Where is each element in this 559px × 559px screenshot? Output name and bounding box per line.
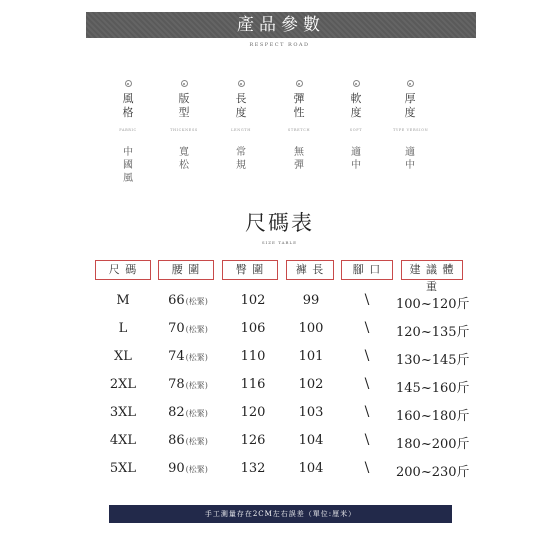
cell-waist <box>153 349 223 364</box>
param-value: 中國風 <box>123 147 133 184</box>
param-item <box>393 80 427 172</box>
cell-hip: 116 <box>240 377 266 392</box>
cell-length: 99 <box>302 293 320 308</box>
waist-value: 90 <box>168 461 185 476</box>
param-name: 彈性 <box>293 92 305 119</box>
param-name: 軟度 <box>350 92 362 119</box>
cell-size: M <box>116 293 130 308</box>
param-name: 厚度 <box>404 92 416 119</box>
waist-value: 66 <box>168 293 185 308</box>
cell-length: 100 <box>298 321 324 336</box>
cell-hip: 106 <box>240 321 266 336</box>
waist-value: 82 <box>168 405 185 420</box>
column-header-size: 尺 碼 <box>95 260 151 280</box>
cell-weight: 100~120斤 <box>396 297 470 312</box>
column-header-length: 褲 長 <box>286 260 334 280</box>
column-header-waist: 腰 圍 <box>158 260 214 280</box>
param-name: 版型 <box>178 92 190 119</box>
cell-length: 104 <box>298 461 324 476</box>
cell-size: 4XL <box>109 433 137 448</box>
waist-value: 70 <box>168 321 185 336</box>
parameter-list <box>100 80 480 190</box>
param-value: 適中 <box>351 147 361 171</box>
cell-hem: \ <box>364 432 370 448</box>
cell-weight: 145~160斤 <box>396 381 470 396</box>
cell-hem: \ <box>364 460 370 476</box>
param-item <box>282 80 316 172</box>
param-english-name: LENGTH <box>231 128 251 132</box>
param-english-name: STRETCH <box>287 128 311 132</box>
cell-weight: 160~180斤 <box>396 409 470 424</box>
page-subtitle: RESPECT ROAD <box>249 42 310 48</box>
cell-size: L <box>118 321 128 336</box>
cell-hip: 110 <box>240 349 266 364</box>
param-item <box>111 80 145 185</box>
param-name: 長度 <box>235 92 247 119</box>
cell-length: 101 <box>298 349 324 364</box>
waist-value: 74 <box>168 349 185 364</box>
cell-waist <box>153 405 223 420</box>
param-english-name: TYPE VERSION <box>393 128 429 132</box>
waist-note: (松緊) <box>185 353 208 362</box>
size-table-subtitle: SIZE TABLE <box>261 240 298 245</box>
cell-hem: \ <box>364 320 370 336</box>
param-english-name: SOFT <box>349 128 363 132</box>
cell-length: 103 <box>298 405 324 420</box>
cell-waist <box>153 377 223 392</box>
column-header-hip: 臀 圍 <box>222 260 278 280</box>
cell-waist <box>153 461 223 476</box>
cell-length: 104 <box>298 433 324 448</box>
cell-hem: \ <box>364 376 370 392</box>
page-title: 產品參數 <box>237 15 325 35</box>
circle-dot-icon <box>238 80 245 87</box>
waist-note: (松緊) <box>185 409 208 418</box>
waist-value: 86 <box>168 433 185 448</box>
cell-weight: 180~200斤 <box>396 437 470 452</box>
measurement-note: 手工測量存在2CM左右誤差（單位:厘米） <box>109 505 452 523</box>
column-header-weight: 建 議 體 重 <box>401 260 463 280</box>
param-value: 常規 <box>236 147 246 171</box>
cell-waist <box>153 433 223 448</box>
waist-note: (松緊) <box>185 437 208 446</box>
cell-hip: 102 <box>240 293 266 308</box>
param-english-name: THICKNESS <box>170 128 198 132</box>
cell-size: 3XL <box>109 405 137 420</box>
param-item <box>167 80 201 172</box>
param-value: 寬松 <box>179 147 189 171</box>
cell-size: 5XL <box>109 461 137 476</box>
circle-dot-icon <box>407 80 414 87</box>
waist-note: (松緊) <box>185 381 208 390</box>
cell-hem: \ <box>364 292 370 308</box>
cell-hip: 120 <box>240 405 266 420</box>
circle-dot-icon <box>125 80 132 87</box>
cell-hem: \ <box>364 348 370 364</box>
cell-hip: 132 <box>240 461 266 476</box>
waist-note: (松緊) <box>185 297 208 306</box>
cell-size: XL <box>114 349 132 364</box>
cell-size: 2XL <box>109 377 137 392</box>
cell-length: 102 <box>298 377 324 392</box>
param-english-name: FABRIC <box>119 128 137 132</box>
cell-weight: 120~135斤 <box>396 325 470 340</box>
circle-dot-icon <box>181 80 188 87</box>
circle-dot-icon <box>296 80 303 87</box>
size-table-title: 尺碼表 <box>245 211 314 235</box>
title-banner <box>86 12 476 38</box>
param-value: 適中 <box>405 147 415 171</box>
param-name: 風格 <box>122 92 134 119</box>
cell-weight: 200~230斤 <box>396 465 470 480</box>
cell-waist <box>153 293 223 308</box>
column-header-hem: 腳 口 <box>341 260 393 280</box>
param-item <box>224 80 258 172</box>
waist-note: (松緊) <box>185 325 208 334</box>
param-value: 無彈 <box>294 147 304 171</box>
cell-waist <box>153 321 223 336</box>
waist-value: 78 <box>168 377 185 392</box>
cell-weight: 130~145斤 <box>396 353 470 368</box>
cell-hip: 126 <box>240 433 266 448</box>
param-item <box>339 80 373 172</box>
waist-note: (松緊) <box>185 465 208 474</box>
cell-hem: \ <box>364 404 370 420</box>
circle-dot-icon <box>353 80 360 87</box>
